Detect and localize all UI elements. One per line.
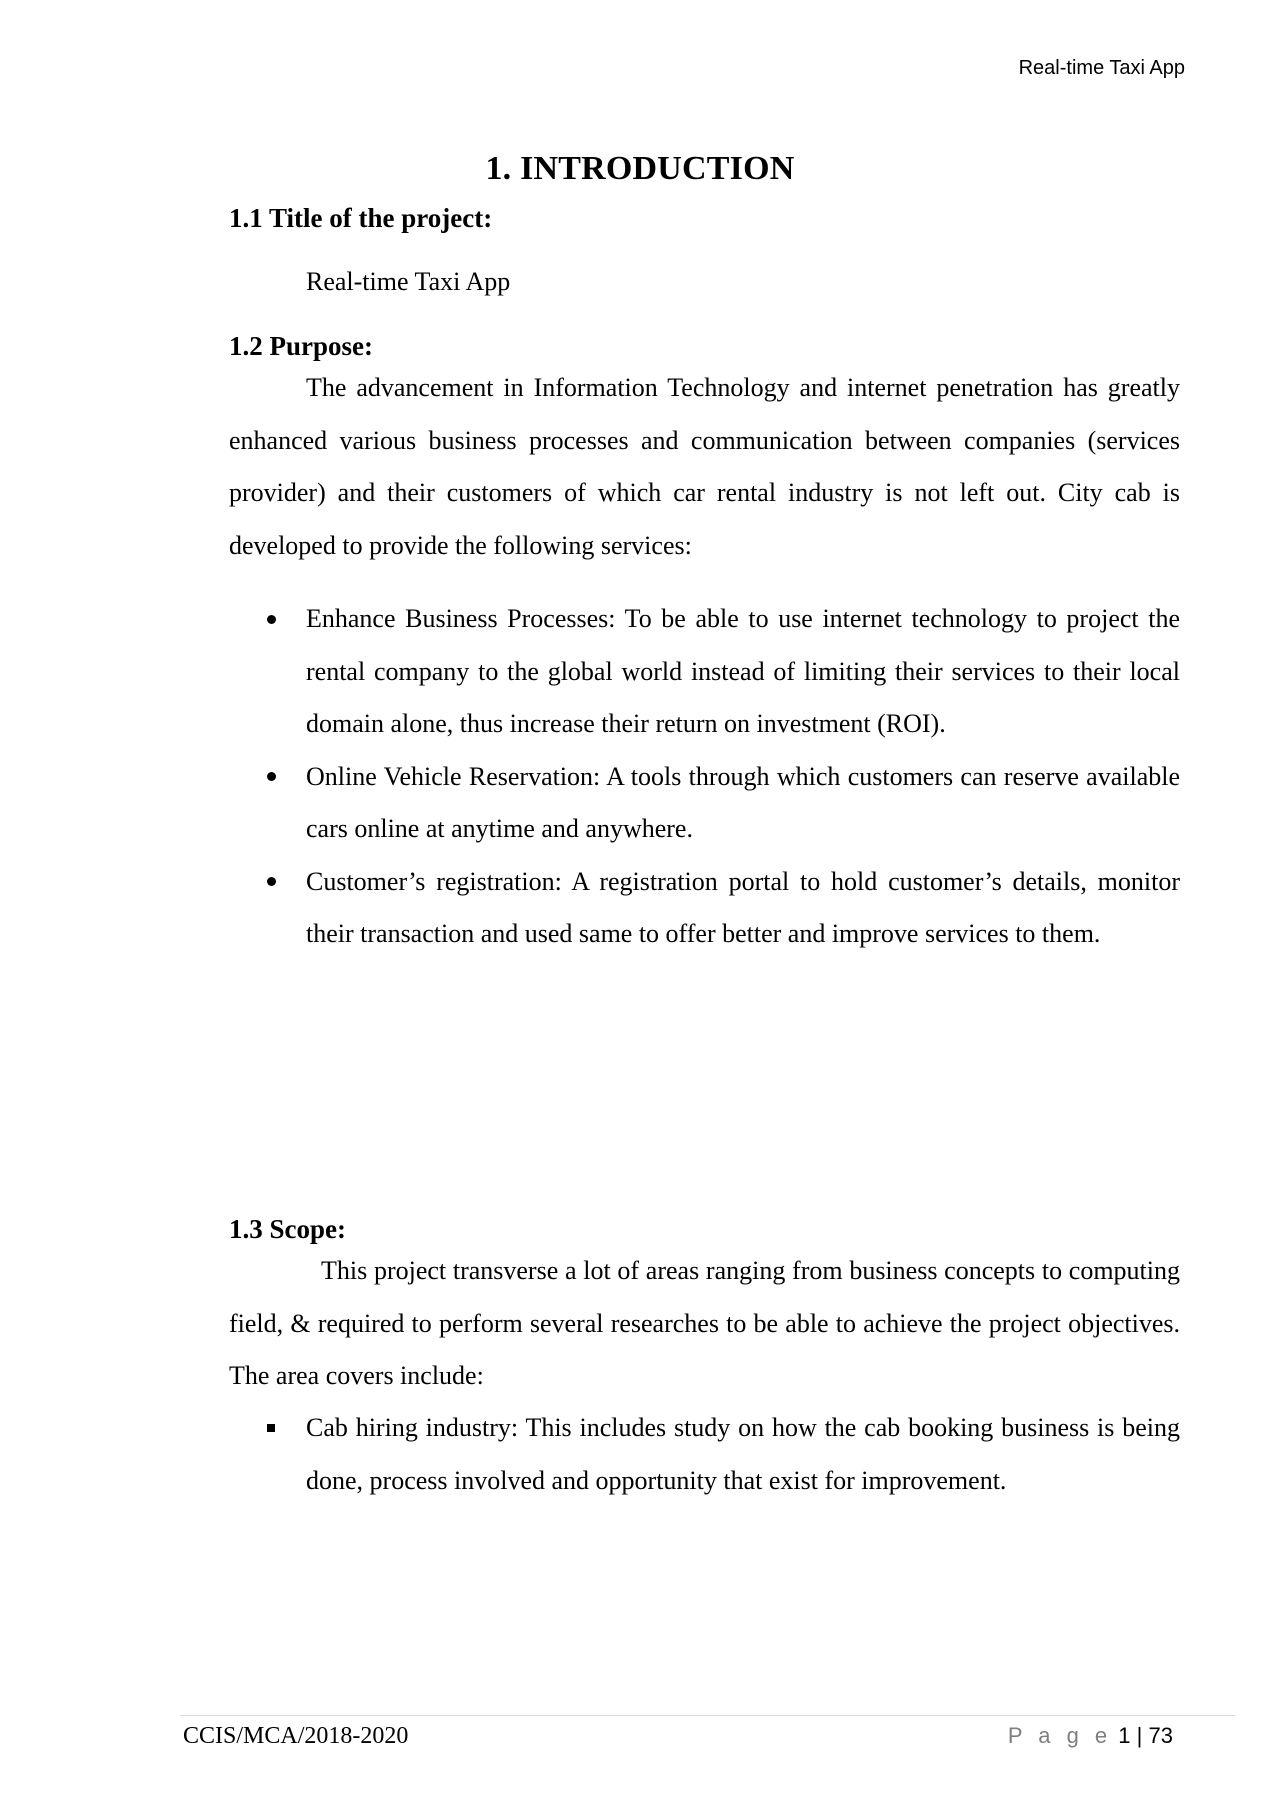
list-item: [229, 856, 1180, 961]
list-item-text: Enhance Business Processes: To be able to use internet technology to project the rental company to the global world instead of limiting their services to their local domain alone, thus increase their return on investment (ROI).: [306, 604, 1180, 738]
list-item: [229, 593, 1180, 751]
scope-paragraph: This project transverse a lot of areas ranging from business concepts to computing field, & required to perform several researches to be able to achieve the project objectives. The area covers include:: [229, 1256, 1180, 1390]
list-item-text: Cab hiring industry: This includes study on how the cab booking business is being done, process involved and opportunity that exist for improvement.: [306, 1413, 1180, 1495]
bullet-dot-icon: [267, 856, 276, 909]
list-item-text: Online Vehicle Reservation: A tools through which customers can reserve available cars online at anytime and anywhere.: [306, 761, 1180, 843]
page-number: [1008, 1723, 1173, 1749]
section-heading-scope: 1.3 Scope:: [229, 1214, 346, 1244]
project-title-value: Real-time Taxi App: [306, 267, 511, 296]
footer-course-code: CCIS/MCA/2018-2020: [183, 1723, 409, 1749]
chapter-title: 1. INTRODUCTION: [485, 150, 795, 187]
list-item: [229, 751, 1180, 856]
total-pages: 73: [1148, 1723, 1173, 1748]
purpose-paragraph: The advancement in Information Technology and internet penetration has greatly enhanced various business processes and communication between companies (services provider) and their customers of which car rental industry is not left out. City cab is developed to provide the following services:: [229, 373, 1180, 560]
page-label: P a g e: [1007, 1723, 1113, 1748]
purpose-bullet-list: [229, 593, 1180, 961]
page-separator: |: [1136, 1723, 1143, 1748]
list-item-text: Customer’s registration: A registration portal to hold customer’s details, monitor their transaction and used same to offer better and improve services to them.: [306, 866, 1180, 948]
section-heading-title: 1.1 Title of the project:: [229, 203, 493, 233]
footer-divider: [180, 1715, 1235, 1716]
list-item: [229, 1402, 1180, 1507]
scope-bullet-list: [229, 1402, 1180, 1507]
running-header: Real-time Taxi App: [1018, 57, 1185, 79]
bullet-dot-icon: [267, 593, 276, 646]
section-heading-purpose: 1.2 Purpose:: [229, 331, 373, 361]
current-page: 1: [1118, 1723, 1131, 1748]
bullet-dot-icon: [267, 751, 276, 804]
bullet-square-icon: [267, 1402, 275, 1455]
